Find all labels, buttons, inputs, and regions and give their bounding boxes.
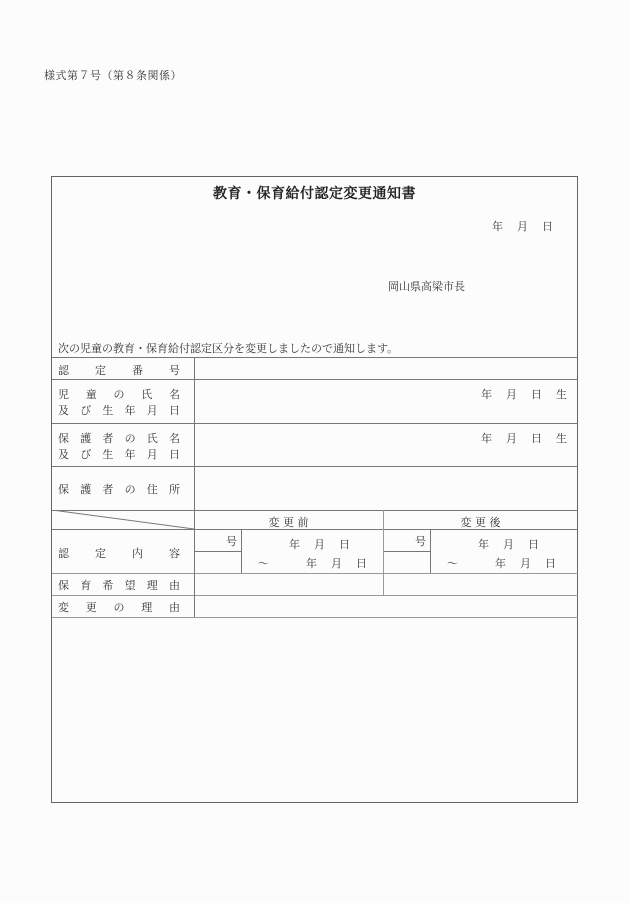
after-tilde: ～ (447, 557, 458, 570)
notes-area[interactable] (52, 618, 578, 802)
header-before-change: 変 更 前 (268, 516, 309, 529)
label-child-name: 児 童 の 氏 名 (58, 388, 180, 401)
cert-number-field[interactable] (195, 358, 578, 379)
form-id: 様式第７号（第８条関係） (44, 69, 182, 82)
intro-text: 次の児童の教育・保育給付認定区分を変更しましたので通知します。 (58, 342, 399, 355)
before-number-suffix: 号 (226, 535, 237, 548)
label-child-birth: 及 び 生 年 月 日 (58, 404, 180, 417)
guardian-birthdate: 年 月 日 生 (481, 432, 567, 445)
child-birthdate: 年 月 日 生 (481, 388, 567, 401)
issue-day: 日 (542, 220, 553, 233)
after-care-reason-field[interactable] (384, 574, 578, 595)
change-reason-field[interactable] (195, 596, 578, 617)
before-care-reason-field[interactable] (195, 574, 383, 595)
divider (241, 529, 242, 573)
header-after-change: 変 更 後 (460, 516, 501, 529)
label-change-reason: 変 更 の 理 由 (58, 601, 180, 614)
before-period-end[interactable]: 年 月 日 (306, 557, 367, 570)
issue-year: 年 (492, 220, 503, 233)
guardian-address-field[interactable] (195, 467, 578, 510)
issuer: 岡山県高梁市長 (388, 280, 465, 293)
divider (430, 529, 431, 573)
after-cert-number-field[interactable] (384, 530, 430, 573)
after-period-start[interactable]: 年 月 日 (478, 538, 539, 551)
before-cert-number-field[interactable] (195, 530, 241, 573)
after-number-suffix: 号 (415, 535, 426, 548)
before-period-start[interactable]: 年 月 日 (289, 538, 350, 551)
label-guardian-address: 保 護 者 の 住 所 (58, 483, 180, 496)
label-guardian-birth: 及 び 生 年 月 日 (58, 448, 180, 461)
before-tilde: ～ (258, 557, 269, 570)
label-guardian-name: 保 護 者 の 氏 名 (58, 432, 180, 445)
issue-month: 月 (517, 220, 528, 233)
diagonal-line (52, 510, 194, 529)
label-cert-number: 認 定 番 号 (58, 364, 180, 377)
label-cert-content: 認 定 内 容 (58, 547, 180, 560)
document-title: 教育・保育給付認定変更通知書 (213, 186, 416, 202)
after-period-end[interactable]: 年 月 日 (495, 557, 556, 570)
label-care-reason: 保 育 希 望 理 由 (58, 579, 180, 592)
issue-date[interactable] (492, 218, 553, 234)
